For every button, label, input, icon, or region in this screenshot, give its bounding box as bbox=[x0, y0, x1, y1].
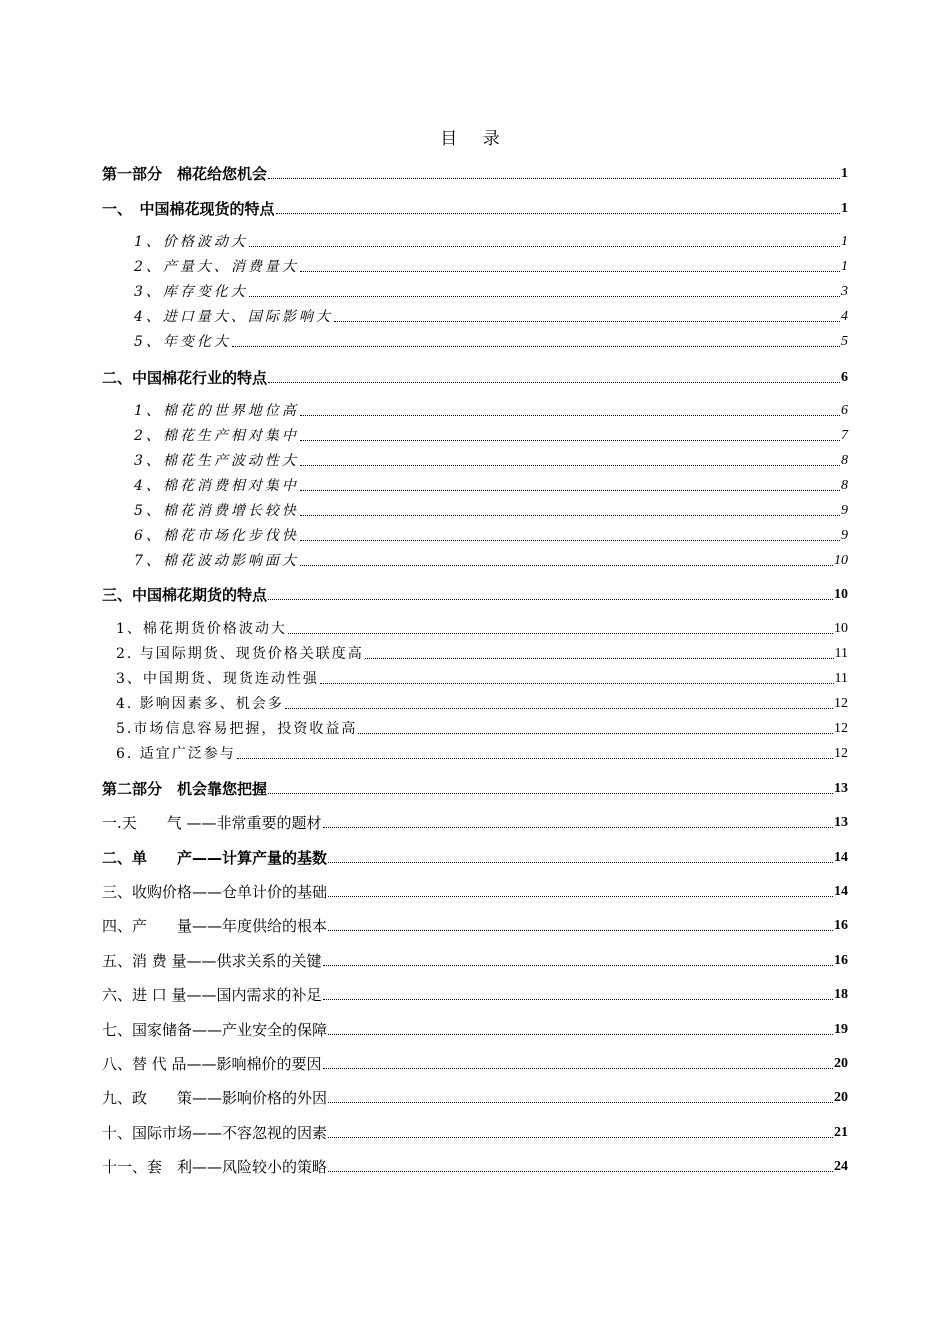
toc-entry-label: 二、中国棉花行业的特点 bbox=[102, 369, 268, 387]
toc-entry[interactable] bbox=[116, 692, 848, 714]
dot-leader bbox=[334, 320, 840, 322]
toc-entry-page-number: 19 bbox=[834, 1022, 848, 1037]
toc-entry-label: 四、产 量——年度供给的根本 bbox=[102, 917, 328, 935]
dot-leader bbox=[232, 345, 840, 347]
dot-leader bbox=[268, 598, 833, 600]
toc-entry[interactable] bbox=[102, 983, 848, 1005]
toc-entry-page-number: 5 bbox=[841, 334, 848, 349]
toc-entry[interactable] bbox=[116, 667, 848, 689]
toc-entry-label: 7、棉花波动影响面大 bbox=[134, 553, 299, 569]
toc-entry[interactable] bbox=[102, 914, 848, 936]
toc-entry[interactable] bbox=[134, 330, 848, 352]
dot-leader bbox=[328, 861, 833, 863]
dot-leader bbox=[288, 632, 833, 634]
toc-entry[interactable] bbox=[102, 1155, 848, 1177]
toc-entry-label: 五、消 费 量——供求关系的关键 bbox=[102, 952, 322, 970]
toc-entry-page-number: 12 bbox=[834, 746, 848, 761]
toc-entry-label: 九、政 策——影响价格的外因 bbox=[102, 1089, 328, 1107]
toc-entry[interactable] bbox=[116, 617, 848, 639]
toc-entry[interactable] bbox=[134, 499, 848, 521]
toc-entry-label: 3、库存变化大 bbox=[134, 284, 248, 300]
toc-entry-label: 2. 与国际期货、现货价格关联度高 bbox=[116, 646, 364, 662]
dot-leader bbox=[323, 826, 833, 828]
toc-entry-label: 第二部分 机会靠您把握 bbox=[102, 780, 268, 798]
toc-entry-label: 十、国际市场——不容忽视的因素 bbox=[102, 1124, 328, 1142]
toc-entry-label: 二、单 产——计算产量的基数 bbox=[102, 849, 328, 867]
toc-entry-label: 1、棉花的世界地位高 bbox=[134, 403, 299, 419]
toc-entry-label: 一、 中国棉花现货的特点 bbox=[102, 200, 275, 218]
toc-entry[interactable] bbox=[134, 474, 848, 496]
toc-entry-page-number: 7 bbox=[841, 428, 848, 443]
toc-entry-label: 6、棉花市场化步伐快 bbox=[134, 528, 299, 544]
toc-entry[interactable] bbox=[102, 777, 848, 799]
dot-leader bbox=[328, 929, 833, 931]
toc-entry-page-number: 18 bbox=[834, 987, 848, 1002]
toc-entry-label: 4、进口量大、国际影响大 bbox=[134, 309, 333, 325]
toc-entry[interactable] bbox=[134, 399, 848, 421]
toc-entry-page-number: 11 bbox=[834, 671, 848, 686]
dot-leader bbox=[328, 895, 833, 897]
dot-leader bbox=[285, 707, 833, 709]
toc-entry-page-number: 21 bbox=[834, 1125, 848, 1140]
dot-leader bbox=[249, 245, 840, 247]
dot-leader bbox=[328, 1033, 833, 1035]
toc-entry-page-number: 11 bbox=[834, 646, 848, 661]
dot-leader bbox=[365, 657, 834, 659]
dot-leader bbox=[328, 1170, 833, 1172]
toc-entry-page-number: 1 bbox=[841, 234, 848, 249]
toc-entry[interactable] bbox=[102, 1052, 848, 1074]
toc-entry-page-number: 6 bbox=[841, 403, 848, 418]
toc-entry-page-number: 9 bbox=[841, 528, 848, 543]
toc-entry-label: 2、棉花生产相对集中 bbox=[134, 428, 299, 444]
toc-entry-page-number: 16 bbox=[834, 918, 848, 933]
toc-entry-label: 3、棉花生产波动性大 bbox=[134, 453, 299, 469]
toc-entry[interactable] bbox=[134, 449, 848, 471]
toc-entry-page-number: 1 bbox=[841, 201, 848, 216]
dot-leader bbox=[300, 414, 840, 416]
toc-entry-label: 十一、套 利——风险较小的策略 bbox=[102, 1158, 328, 1176]
toc-entry[interactable] bbox=[102, 162, 848, 184]
toc-entry[interactable] bbox=[102, 1018, 848, 1040]
dot-leader bbox=[300, 514, 840, 516]
toc-entry-page-number: 12 bbox=[834, 721, 848, 736]
toc-entry[interactable] bbox=[102, 949, 848, 971]
toc-entry-page-number: 6 bbox=[841, 370, 848, 385]
toc-entry-page-number: 16 bbox=[834, 953, 848, 968]
toc-entry-label: 4、棉花消费相对集中 bbox=[134, 478, 299, 494]
dot-leader bbox=[300, 464, 840, 466]
toc-entry-label: 八、替 代 品——影响棉价的要因 bbox=[102, 1055, 322, 1073]
toc-entry-page-number: 9 bbox=[841, 503, 848, 518]
dot-leader bbox=[323, 964, 833, 966]
toc-entry-page-number: 10 bbox=[834, 553, 848, 568]
toc-entry-page-number: 8 bbox=[841, 478, 848, 493]
toc-entry-page-number: 14 bbox=[834, 884, 848, 899]
dot-leader bbox=[268, 381, 840, 383]
toc-entry[interactable] bbox=[134, 280, 848, 302]
toc-entry-page-number: 20 bbox=[834, 1090, 848, 1105]
toc-entry-page-number: 10 bbox=[834, 621, 848, 636]
toc-entry-label: 一.天 气 ——非常重要的题材 bbox=[102, 814, 322, 832]
toc-entry-page-number: 8 bbox=[841, 453, 848, 468]
toc-entry[interactable] bbox=[102, 583, 848, 605]
dot-leader bbox=[300, 489, 840, 491]
toc-entry[interactable] bbox=[134, 230, 848, 252]
toc-entry-page-number: 13 bbox=[834, 815, 848, 830]
dot-leader bbox=[249, 295, 840, 297]
toc-entry[interactable] bbox=[134, 255, 848, 277]
toc-entry[interactable] bbox=[102, 846, 848, 868]
toc-entry-label: 1、价格波动大 bbox=[134, 234, 248, 250]
dot-leader bbox=[268, 792, 833, 794]
dot-leader bbox=[323, 1067, 833, 1069]
toc-entry-page-number: 24 bbox=[834, 1159, 848, 1174]
toc-entry[interactable] bbox=[102, 197, 848, 219]
toc-entry-page-number: 10 bbox=[834, 587, 848, 602]
dot-leader bbox=[328, 1101, 833, 1103]
toc-entry-label: 六、进 口 量——国内需求的补足 bbox=[102, 986, 322, 1004]
dot-leader bbox=[300, 539, 840, 541]
toc-entry-page-number: 1 bbox=[841, 259, 848, 274]
toc-entry-page-number: 3 bbox=[841, 284, 848, 299]
dot-leader bbox=[300, 564, 833, 566]
toc-entry-label: 5.市场信息容易把握，投资收益高 bbox=[116, 721, 358, 737]
toc-entry-label: 3、中国期货、现货连动性强 bbox=[116, 671, 319, 687]
toc-entry[interactable] bbox=[102, 880, 848, 902]
toc-entry-page-number: 13 bbox=[834, 781, 848, 796]
toc-entry[interactable] bbox=[116, 642, 848, 664]
toc-entry-label: 三、收购价格——仓单计价的基础 bbox=[102, 883, 328, 901]
dot-leader bbox=[276, 212, 840, 214]
toc-entry-page-number: 12 bbox=[834, 696, 848, 711]
toc-entry-label: 5、年变化大 bbox=[134, 334, 231, 350]
toc-entry-page-number: 20 bbox=[834, 1056, 848, 1071]
dot-leader bbox=[320, 682, 834, 684]
dot-leader bbox=[300, 270, 840, 272]
toc-entry-page-number: 14 bbox=[834, 850, 848, 865]
toc-entry[interactable] bbox=[134, 424, 848, 446]
toc-title: 目 录 bbox=[440, 129, 510, 149]
toc-entry-label: 5、棉花消费增长较快 bbox=[134, 503, 299, 519]
toc-entry[interactable] bbox=[102, 1121, 848, 1143]
dot-leader bbox=[300, 439, 840, 441]
toc-entry-label: 2、产量大、消费量大 bbox=[134, 259, 299, 275]
toc-entry-label: 第一部分 棉花给您机会 bbox=[102, 165, 268, 183]
toc-entry-label: 三、中国棉花期货的特点 bbox=[102, 586, 268, 604]
toc-entry-label: 6. 适宜广泛参与 bbox=[116, 746, 236, 762]
dot-leader bbox=[237, 757, 833, 759]
dot-leader bbox=[328, 1136, 833, 1138]
toc-entry[interactable] bbox=[102, 1086, 848, 1108]
toc-entry-label: 1、棉花期货价格波动大 bbox=[116, 621, 287, 637]
dot-leader bbox=[323, 998, 833, 1000]
dot-leader bbox=[268, 177, 840, 179]
toc-entry[interactable] bbox=[134, 549, 848, 571]
toc-entry-label: 七、国家储备——产业安全的保障 bbox=[102, 1021, 328, 1039]
dot-leader bbox=[358, 732, 833, 734]
toc-entry[interactable] bbox=[102, 811, 848, 833]
toc-entry[interactable] bbox=[116, 717, 848, 739]
toc-entry-page-number: 4 bbox=[841, 309, 848, 324]
toc-entry[interactable] bbox=[116, 742, 848, 764]
toc-entry[interactable] bbox=[134, 305, 848, 327]
toc-entry[interactable] bbox=[134, 524, 848, 546]
toc-entry[interactable] bbox=[102, 366, 848, 388]
toc-entry-label: 4. 影响因素多、机会多 bbox=[116, 696, 284, 712]
toc-entry-page-number: 1 bbox=[841, 166, 848, 181]
